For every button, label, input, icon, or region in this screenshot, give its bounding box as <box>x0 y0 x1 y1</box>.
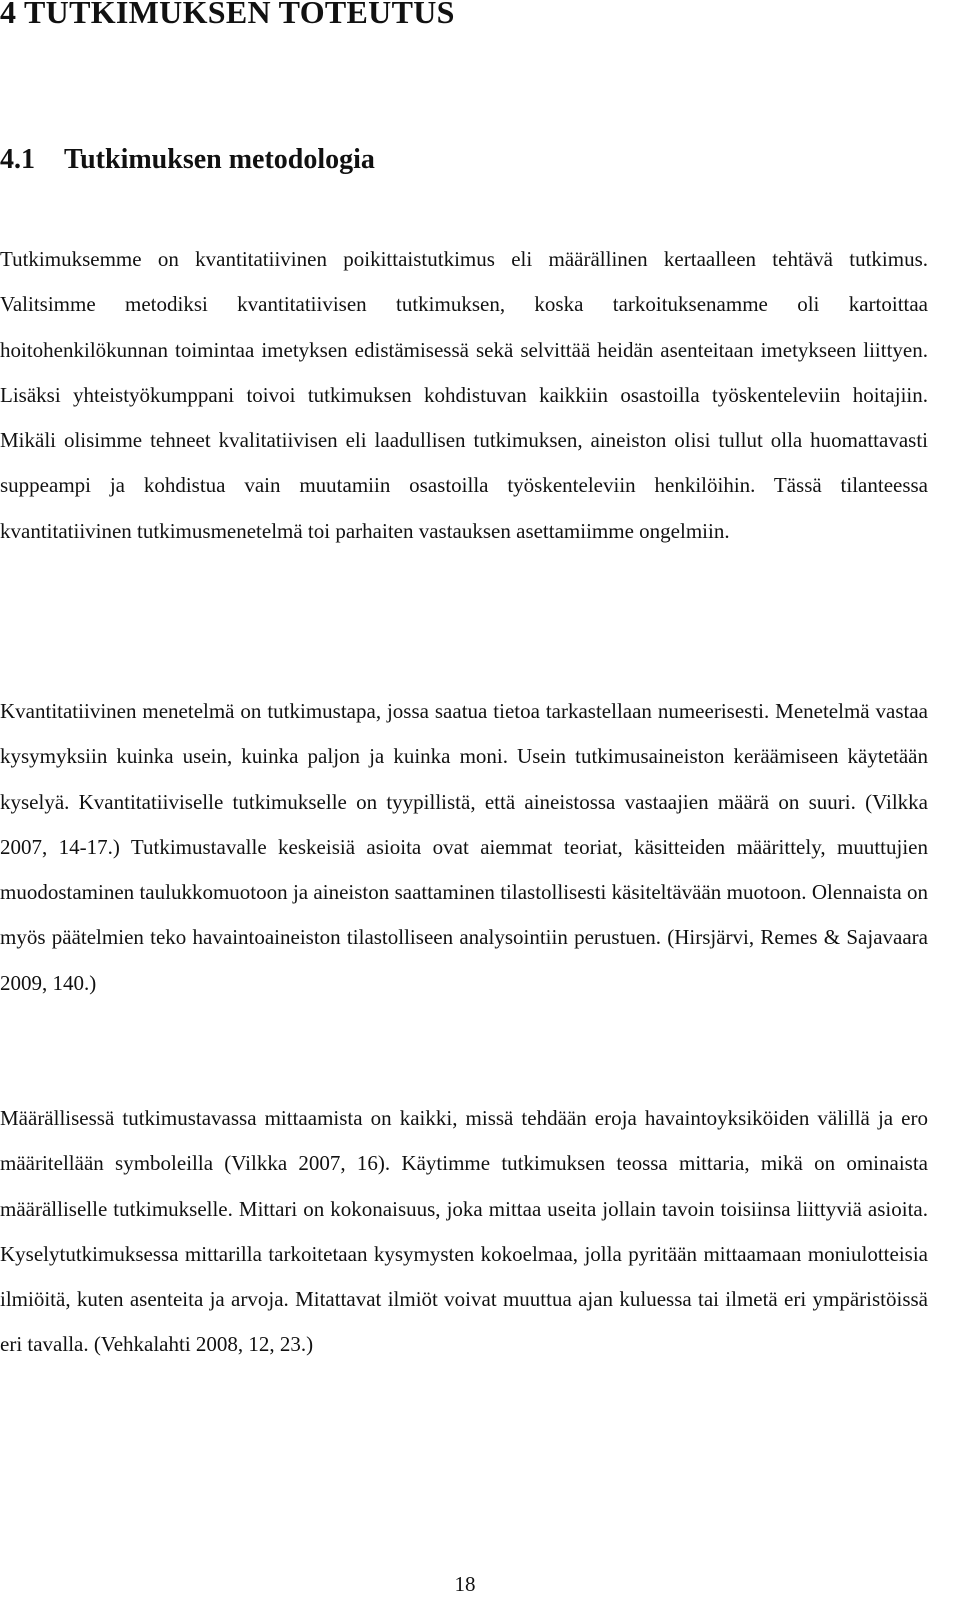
section-heading <box>0 144 375 176</box>
body-paragraph: Tutkimuksemme on kvantitatiivinen poikittaistutkimus eli määrällinen kertaalleen tehtävä tutkimus. Valitsimme metodiksi kvantitatiivisen tutkimuksen, koska tarkoituksenamme oli kartoittaa hoitohenkilökunnan toimintaa imetyksen edistämisessä sekä selvittää heidän asenteitaan imetykseen liittyen. Lisäksi yhteistyökumppani toivoi tutkimuksen kohdistuvan kaikkiin osastoilla työskenteleviin hoitajiin. Mikäli olisimme tehneet kvalitatiivisen eli laadullisen tutkimuksen, aineiston olisi tullut olla huomattavasti suppeampi ja kohdistua vain muutamiin osastoilla työskenteleviin henkilöihin. Tässä tilanteessa kvantitatiivinen tutkimusmenetelmä toi parhaiten vastauksen asettamiimme ongelmiin. <box>0 247 928 543</box>
section-number: 4.1 <box>0 144 35 175</box>
body-paragraph: Kvantitatiivinen menetelmä on tutkimustapa, jossa saatua tietoa tarkastellaan numeerisesti. Menetelmä vastaa kysymyksiin kuinka usein, kuinka paljon ja kuinka moni. Usein tutkimusaineiston keräämiseen käytetään kyselyä. Kvantitatiiviselle tutkimukselle on tyypillistä, että aineistossa vastaajien määrä on suuri. (Vilkka 2007, 14-17.) Tutkimustavalle keskeisiä asioita ovat aiemmat teoriat, käsitteiden määrittely, muuttujien muodostaminen taulukkomuotoon ja aineiston saattaminen tilastollisesti käsiteltävään muotoon. Olennaista on myös päätelmien teko havaintoaineiston tilastolliseen analysointiin perustuen. (Hirsjärvi, Remes & Sajavaara 2009, 140.) <box>0 699 928 995</box>
body-paragraph: Määrällisessä tutkimustavassa mittaamista on kaikki, missä tehdään eroja havaintoyksiköiden välillä ja ero määritellään symboleilla (Vilkka 2007, 16). Käytimme tutkimuksen teossa mittaria, mikä on ominaista määrälliselle tutkimukselle. Mittari on kokonaisuus, joka mittaa useita jollain tavoin toisiinsa liittyviä asioita. Kyselytutkimuksessa mittarilla tarkoitetaan kysymysten kokoelmaa, jolla pyritään mittaamaan moniulotteisia ilmiöitä, kuten asenteita ja arvoja. Mitattavat ilmiöt voivat muuttua ajan kuluessa tai ilmetä eri ympäristöissä eri tavalla. (Vehkalahti 2008, 12, 23.) <box>0 1106 928 1357</box>
page-number: 18 <box>454 1572 476 1596</box>
section-title: Tutkimuksen metodologia <box>64 144 375 175</box>
chapter-heading: 4 TUTKIMUKSEN TOTEUTUS <box>0 0 455 30</box>
